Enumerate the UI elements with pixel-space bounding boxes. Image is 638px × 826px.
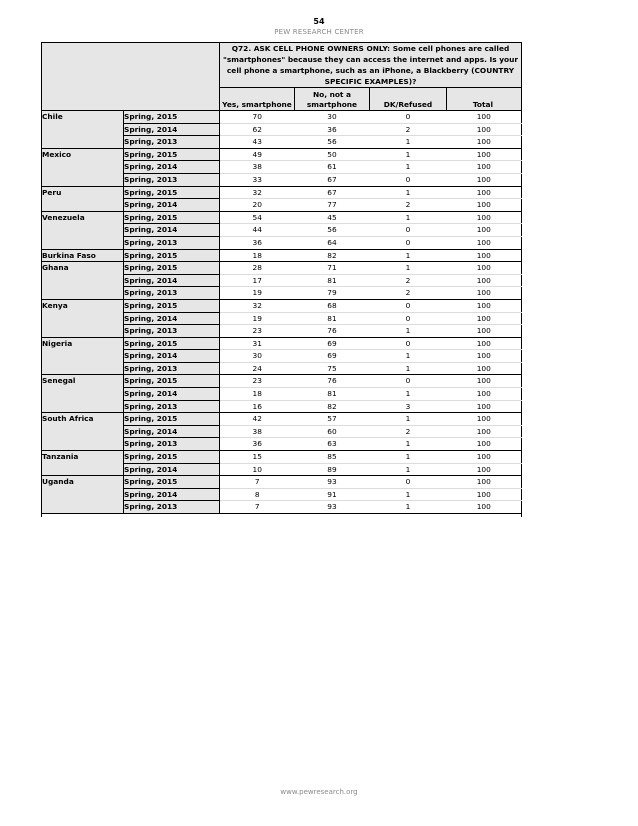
- country-label: Uganda: [42, 476, 124, 514]
- cell-total: 100: [447, 451, 522, 464]
- cell-no: 68: [295, 299, 370, 312]
- cell-total: 100: [447, 488, 522, 501]
- wave-label: Spring, 2015: [124, 451, 220, 464]
- table-corner: [42, 43, 220, 111]
- cell-dk: 1: [370, 388, 447, 401]
- cell-no: 76: [295, 375, 370, 388]
- wave-label: Spring, 2014: [124, 350, 220, 363]
- table-row: [42, 262, 522, 275]
- wave-label: Spring, 2013: [124, 287, 220, 300]
- cell-dk: 2: [370, 425, 447, 438]
- cell-yes: 17: [220, 274, 295, 287]
- wave-label: Spring, 2013: [124, 400, 220, 413]
- cell-total: 100: [447, 249, 522, 262]
- wave-label: Spring, 2013: [124, 438, 220, 451]
- table-row: [42, 337, 522, 350]
- cell-total: 100: [447, 501, 522, 514]
- cell-total: 100: [447, 438, 522, 451]
- cell-dk: 3: [370, 400, 447, 413]
- cell-yes: 20: [220, 199, 295, 212]
- cell-yes: 38: [220, 161, 295, 174]
- cell-dk: 2: [370, 199, 447, 212]
- cell-no: 81: [295, 312, 370, 325]
- wave-label: Spring, 2015: [124, 375, 220, 388]
- table-row: [42, 299, 522, 312]
- wave-label: Spring, 2015: [124, 413, 220, 426]
- stub-cell: [42, 514, 124, 518]
- cell-no: 56: [295, 224, 370, 237]
- cell-yes: 44: [220, 224, 295, 237]
- cell-dk: 1: [370, 501, 447, 514]
- country-label: Peru: [42, 186, 124, 211]
- cell-yes: 62: [220, 123, 295, 136]
- wave-label: Spring, 2014: [124, 425, 220, 438]
- wave-label: Spring, 2014: [124, 274, 220, 287]
- cell-yes: 70: [220, 111, 295, 124]
- country-label: Ghana: [42, 262, 124, 300]
- wave-label: Spring, 2015: [124, 186, 220, 199]
- country-label: Senegal: [42, 375, 124, 413]
- cell-dk: 0: [370, 312, 447, 325]
- cell-dk: 1: [370, 463, 447, 476]
- cell-total: 100: [447, 186, 522, 199]
- cell-yes: 15: [220, 451, 295, 464]
- cell-yes: 36: [220, 236, 295, 249]
- cell-yes: 54: [220, 211, 295, 224]
- table-row: [42, 211, 522, 224]
- cell-no: 77: [295, 199, 370, 212]
- cell-no: 79: [295, 287, 370, 300]
- cell-total: 100: [447, 413, 522, 426]
- cell-yes: 30: [220, 350, 295, 363]
- column-header-dk: DK/Refused: [370, 88, 447, 111]
- cell-total: 100: [447, 476, 522, 489]
- cell-yes: 33: [220, 173, 295, 186]
- cell-yes: 18: [220, 249, 295, 262]
- cell-yes: 16: [220, 400, 295, 413]
- country-label: Venezuela: [42, 211, 124, 249]
- stub-cell: [370, 514, 447, 518]
- cell-dk: 1: [370, 413, 447, 426]
- cell-total: 100: [447, 388, 522, 401]
- table-row: [42, 111, 522, 124]
- cell-dk: 0: [370, 236, 447, 249]
- cell-yes: 19: [220, 287, 295, 300]
- wave-label: Spring, 2015: [124, 211, 220, 224]
- wave-label: Spring, 2013: [124, 136, 220, 149]
- table-bottom-stub: [42, 514, 522, 518]
- cell-total: 100: [447, 325, 522, 338]
- cell-no: 82: [295, 400, 370, 413]
- cell-no: 56: [295, 136, 370, 149]
- cell-dk: 1: [370, 161, 447, 174]
- table-row: [42, 249, 522, 262]
- table-row: [42, 375, 522, 388]
- cell-no: 64: [295, 236, 370, 249]
- cell-dk: 1: [370, 211, 447, 224]
- country-label: South Africa: [42, 413, 124, 451]
- cell-dk: 1: [370, 262, 447, 275]
- cell-no: 36: [295, 123, 370, 136]
- country-label: Nigeria: [42, 337, 124, 375]
- wave-label: Spring, 2015: [124, 148, 220, 161]
- wave-label: Spring, 2013: [124, 236, 220, 249]
- cell-yes: 8: [220, 488, 295, 501]
- cell-no: 57: [295, 413, 370, 426]
- cell-yes: 7: [220, 476, 295, 489]
- question-header: Q72. ASK CELL PHONE OWNERS ONLY: Some cell phones are called "smartphones" because they can access the internet and apps. Is your cell phone a smartphone, such as an iPhone, a Blackberry (COUNTRY SPECIFIC EXAMPLES)?: [220, 43, 522, 88]
- cell-yes: 23: [220, 325, 295, 338]
- country-label: Chile: [42, 111, 124, 149]
- cell-dk: 1: [370, 350, 447, 363]
- wave-label: Spring, 2015: [124, 299, 220, 312]
- cell-dk: 0: [370, 299, 447, 312]
- cell-total: 100: [447, 148, 522, 161]
- wave-label: Spring, 2013: [124, 362, 220, 375]
- cell-dk: 1: [370, 438, 447, 451]
- cell-yes: 10: [220, 463, 295, 476]
- column-header-no: No, not a smartphone: [295, 88, 370, 111]
- cell-no: 45: [295, 211, 370, 224]
- cell-dk: 1: [370, 148, 447, 161]
- page-number: 54: [313, 17, 325, 26]
- cell-no: 67: [295, 173, 370, 186]
- wave-label: Spring, 2015: [124, 249, 220, 262]
- cell-no: 60: [295, 425, 370, 438]
- cell-yes: 42: [220, 413, 295, 426]
- cell-yes: 23: [220, 375, 295, 388]
- cell-dk: 1: [370, 186, 447, 199]
- cell-yes: 18: [220, 388, 295, 401]
- cell-yes: 32: [220, 186, 295, 199]
- cell-yes: 19: [220, 312, 295, 325]
- country-label: Tanzania: [42, 451, 124, 476]
- wave-label: Spring, 2014: [124, 463, 220, 476]
- cell-dk: 1: [370, 451, 447, 464]
- cell-no: 69: [295, 337, 370, 350]
- cell-yes: 31: [220, 337, 295, 350]
- cell-dk: 1: [370, 325, 447, 338]
- organization-name: PEW RESEARCH CENTER: [274, 28, 364, 36]
- cell-no: 75: [295, 362, 370, 375]
- cell-no: 81: [295, 274, 370, 287]
- cell-total: 100: [447, 425, 522, 438]
- cell-no: 85: [295, 451, 370, 464]
- cell-total: 100: [447, 161, 522, 174]
- cell-dk: 0: [370, 224, 447, 237]
- cell-yes: 28: [220, 262, 295, 275]
- cell-no: 61: [295, 161, 370, 174]
- cell-total: 100: [447, 312, 522, 325]
- wave-label: Spring, 2014: [124, 388, 220, 401]
- cell-no: 69: [295, 350, 370, 363]
- cell-total: 100: [447, 173, 522, 186]
- table-row: [42, 148, 522, 161]
- cell-total: 100: [447, 299, 522, 312]
- cell-no: 89: [295, 463, 370, 476]
- cell-total: 100: [447, 224, 522, 237]
- cell-total: 100: [447, 337, 522, 350]
- cell-total: 100: [447, 199, 522, 212]
- cell-dk: 0: [370, 375, 447, 388]
- wave-label: Spring, 2013: [124, 173, 220, 186]
- cell-dk: 0: [370, 337, 447, 350]
- cell-total: 100: [447, 236, 522, 249]
- wave-label: Spring, 2014: [124, 199, 220, 212]
- cell-total: 100: [447, 136, 522, 149]
- survey-table: [41, 42, 522, 517]
- table-row: [42, 186, 522, 199]
- wave-label: Spring, 2015: [124, 476, 220, 489]
- cell-total: 100: [447, 111, 522, 124]
- stub-cell: [295, 514, 370, 518]
- wave-label: Spring, 2013: [124, 501, 220, 514]
- cell-no: 91: [295, 488, 370, 501]
- cell-dk: 2: [370, 287, 447, 300]
- cell-total: 100: [447, 375, 522, 388]
- cell-no: 82: [295, 249, 370, 262]
- cell-total: 100: [447, 262, 522, 275]
- cell-no: 93: [295, 501, 370, 514]
- cell-yes: 38: [220, 425, 295, 438]
- stub-cell: [447, 514, 522, 518]
- cell-total: 100: [447, 274, 522, 287]
- footer-url: www.pewresearch.org: [280, 788, 358, 796]
- cell-dk: 0: [370, 111, 447, 124]
- cell-no: 67: [295, 186, 370, 199]
- cell-yes: 43: [220, 136, 295, 149]
- cell-total: 100: [447, 400, 522, 413]
- table-row: [42, 413, 522, 426]
- wave-label: Spring, 2015: [124, 262, 220, 275]
- cell-no: 76: [295, 325, 370, 338]
- cell-dk: 2: [370, 274, 447, 287]
- wave-label: Spring, 2013: [124, 325, 220, 338]
- wave-label: Spring, 2014: [124, 488, 220, 501]
- cell-total: 100: [447, 211, 522, 224]
- wave-label: Spring, 2015: [124, 337, 220, 350]
- wave-label: Spring, 2014: [124, 123, 220, 136]
- cell-dk: 2: [370, 123, 447, 136]
- cell-yes: 32: [220, 299, 295, 312]
- cell-no: 30: [295, 111, 370, 124]
- cell-yes: 36: [220, 438, 295, 451]
- table-body: [42, 111, 522, 518]
- stub-cell: [220, 514, 295, 518]
- cell-yes: 49: [220, 148, 295, 161]
- cell-no: 81: [295, 388, 370, 401]
- country-label: Burkina Faso: [42, 249, 124, 262]
- cell-total: 100: [447, 123, 522, 136]
- cell-no: 63: [295, 438, 370, 451]
- country-label: Mexico: [42, 148, 124, 186]
- column-header-total: Total: [447, 88, 522, 111]
- cell-total: 100: [447, 350, 522, 363]
- cell-total: 100: [447, 463, 522, 476]
- wave-label: Spring, 2015: [124, 111, 220, 124]
- cell-dk: 1: [370, 362, 447, 375]
- cell-no: 93: [295, 476, 370, 489]
- cell-no: 50: [295, 148, 370, 161]
- wave-label: Spring, 2014: [124, 161, 220, 174]
- cell-no: 71: [295, 262, 370, 275]
- cell-dk: 1: [370, 136, 447, 149]
- column-header-yes: Yes, smartphone: [220, 88, 295, 111]
- cell-total: 100: [447, 287, 522, 300]
- cell-dk: 1: [370, 488, 447, 501]
- cell-yes: 7: [220, 501, 295, 514]
- cell-dk: 0: [370, 173, 447, 186]
- stub-cell: [124, 514, 220, 518]
- cell-yes: 24: [220, 362, 295, 375]
- cell-total: 100: [447, 362, 522, 375]
- wave-label: Spring, 2014: [124, 224, 220, 237]
- cell-dk: 0: [370, 476, 447, 489]
- table-row: [42, 451, 522, 464]
- table-row: [42, 476, 522, 489]
- country-label: Kenya: [42, 299, 124, 337]
- cell-dk: 1: [370, 249, 447, 262]
- wave-label: Spring, 2014: [124, 312, 220, 325]
